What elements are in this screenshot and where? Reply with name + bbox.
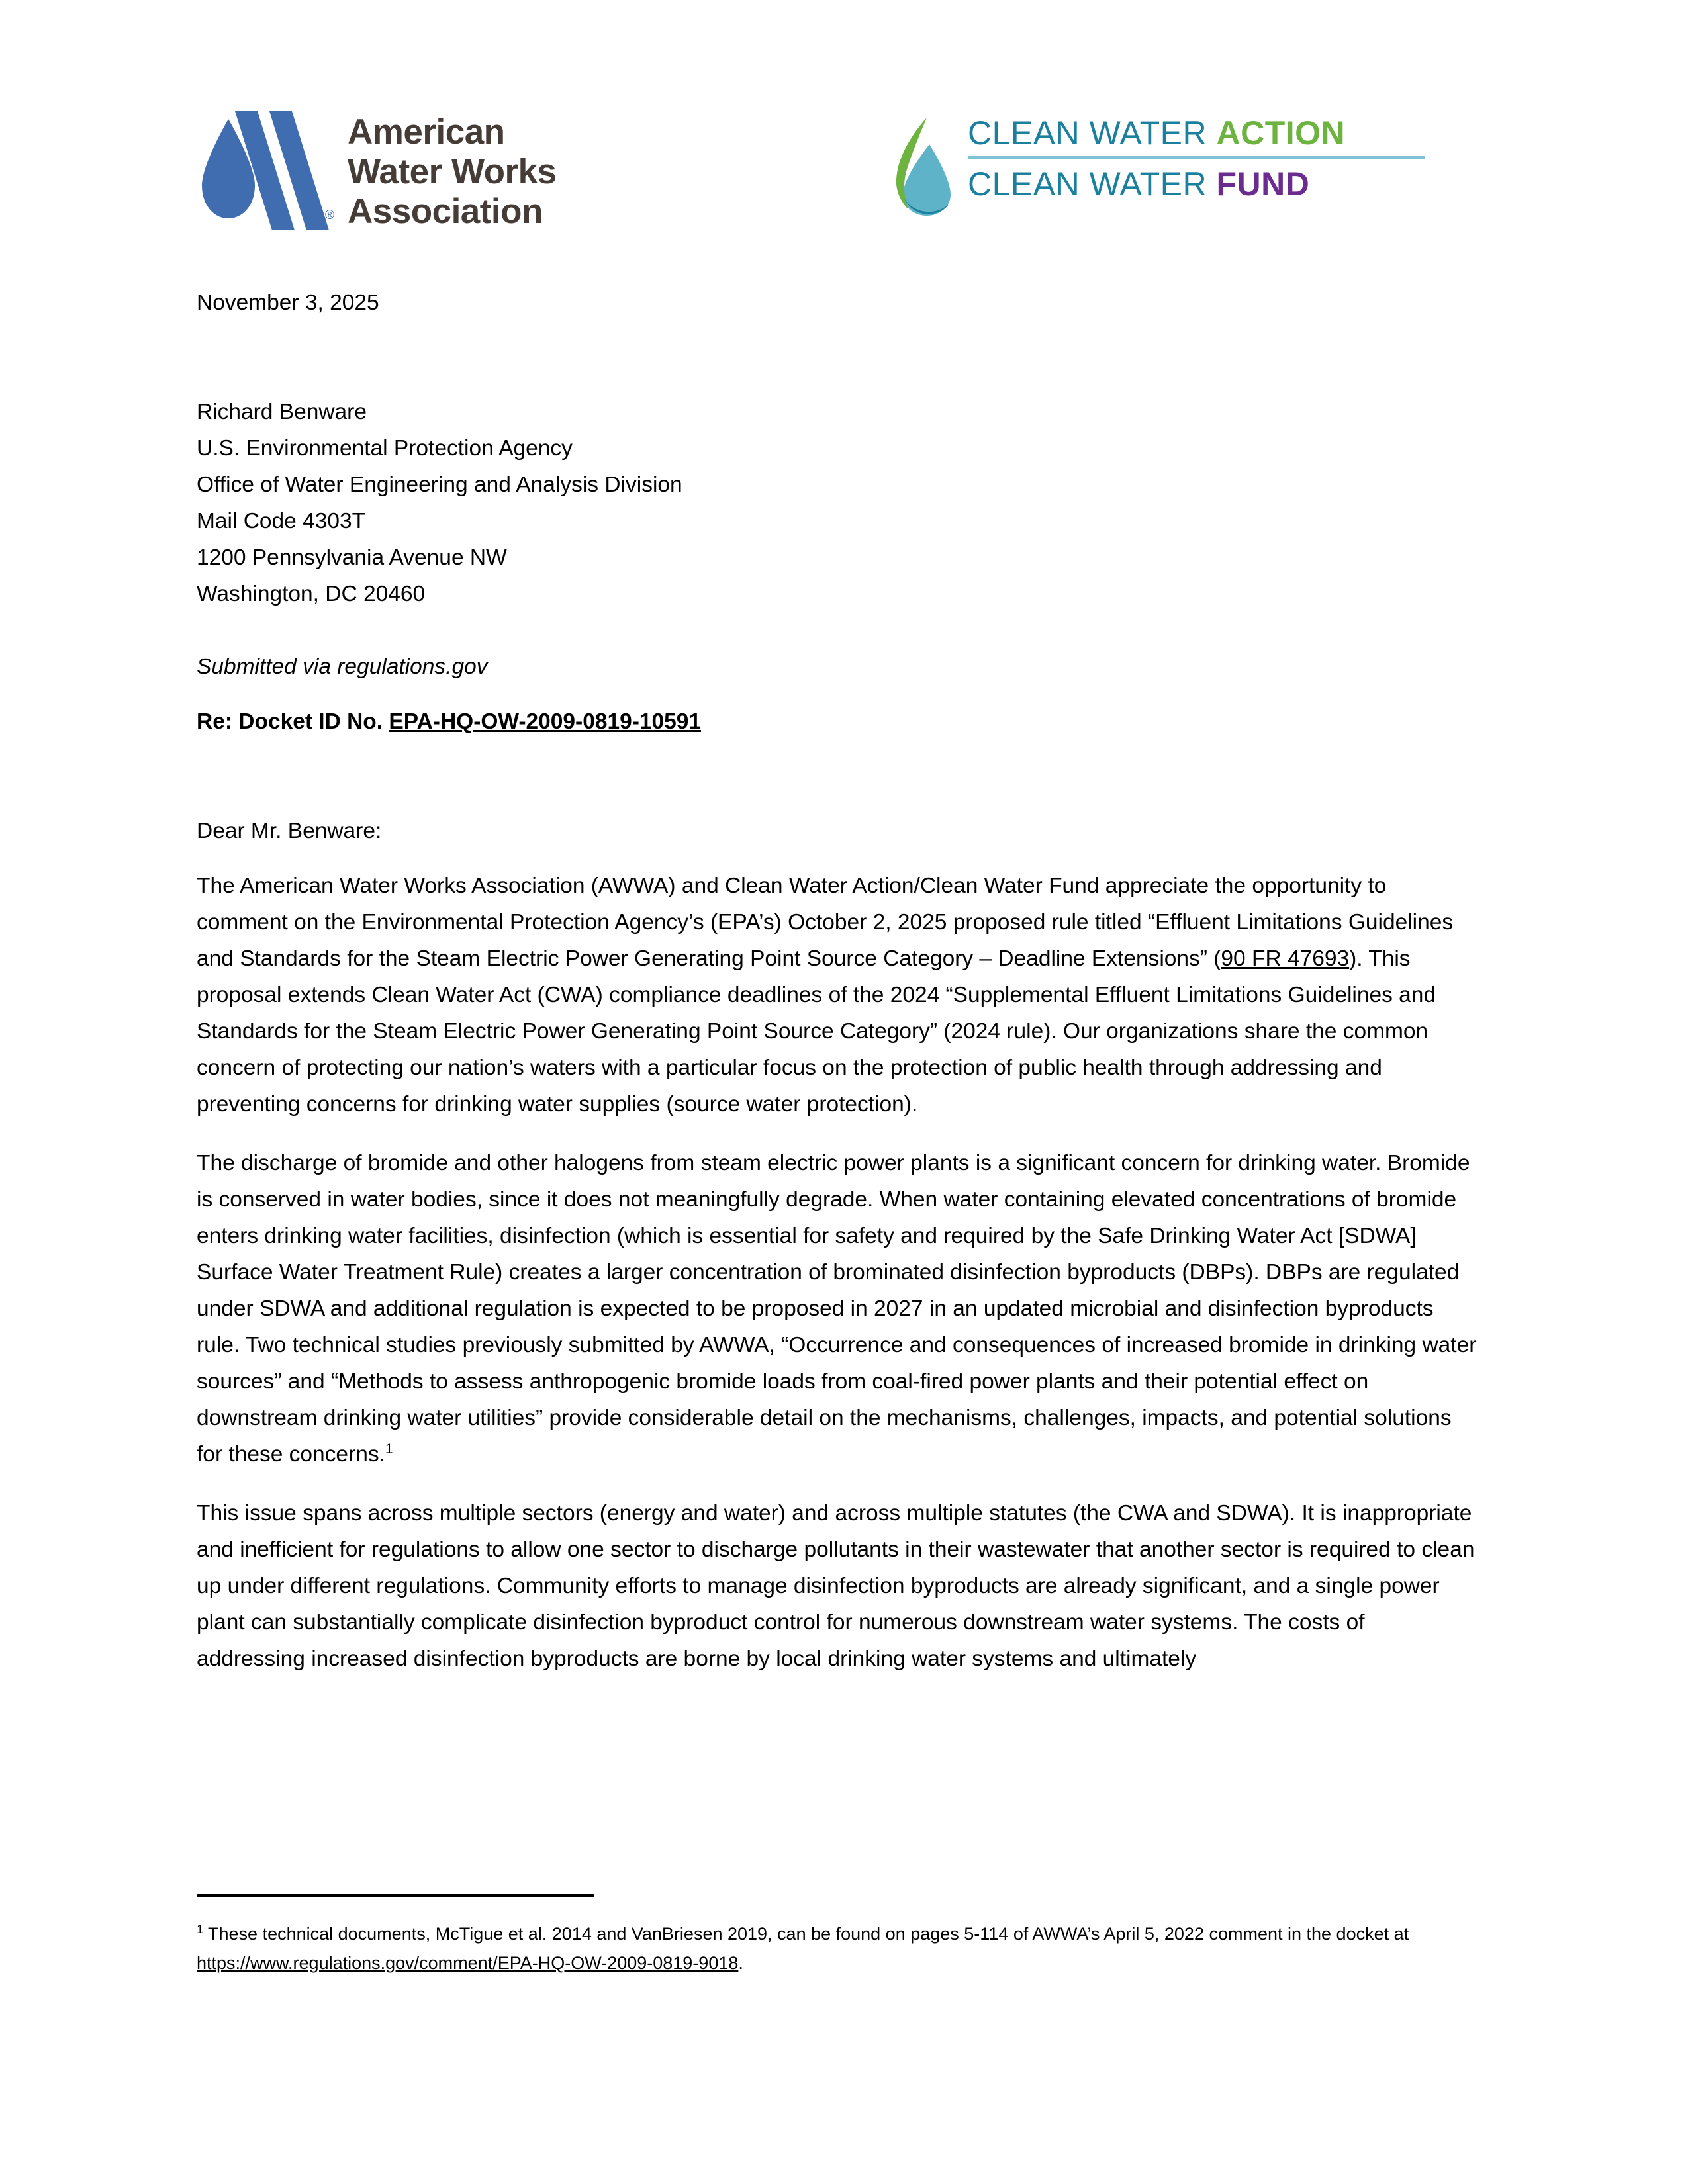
awwa-wordmark (348, 113, 606, 232)
recipient-city-state-zip: Washington, DC 20460 (197, 582, 426, 606)
letter-body (197, 285, 1477, 1700)
paragraph-text-run: ). This proposal extends Clean Water Act (CWA) compliance deadlines of the 2024 “Supplemental Effluent Limitations Guidelines and Standards for the Steam Electric Power Generating Point Source Category” (2024 rule). Our organizations share the common concern of protecting our nation’s waters with a particular focus on the protection of public health through addressing and preventing concerns for drinking water supplies (source water protection). (197, 946, 1436, 1116)
footnote-1 (197, 1919, 1481, 1978)
federal-register-citation-link[interactable]: 90 FR 47693 (1221, 946, 1350, 971)
clean-water-action-line (968, 111, 1425, 155)
clean-water-action-fund-logo (888, 111, 1431, 224)
recipient-mail-code: Mail Code 4303T (197, 509, 366, 533)
paragraph-text-run: This issue spans across multiple sectors (energy and water) and across multiple statutes (the CWA and SDWA). It is inappropriate and inefficient for regulations to allow one sector to discharge pollutants in their wastewater that another sector is required to clean up under different regulations. Community efforts to manage disinfection byproducts are already significant, and a single power plant can substantially complicate disinfection byproduct control for numerous downstream water systems. The costs of addressing increased disinfection byproducts are borne by local drinking water systems and ultimately (197, 1501, 1475, 1671)
footnote-text-before-link: These technical documents, McTigue et al. 2014 and VanBriesen 2019, can be found on pages 5-114 of AWWA’s April 5, 2022 comment in the docket at (203, 1924, 1409, 1944)
awwa-logo (197, 106, 607, 238)
footnote-text-after-link: . (738, 1953, 743, 1973)
docket-reference-label: Re: Docket ID No. (197, 709, 389, 734)
awwa-wordmark-line-2: Water Works (348, 152, 557, 191)
spacer (197, 849, 1477, 868)
recipient-agency: U.S. Environmental Protection Agency (197, 436, 573, 461)
awwa-wordmark-line-3: Association (348, 192, 543, 231)
body-paragraph (197, 1495, 1477, 1677)
awwa-water-drop-bars-icon (197, 111, 336, 230)
footnote-area (197, 1894, 1481, 1978)
clean-water-drop-leaf-icon (888, 116, 961, 216)
clean-water-fund-accent: FUND (1216, 165, 1310, 203)
footnote-separator (197, 1894, 594, 1897)
body-paragraph (197, 1145, 1477, 1473)
paragraph-text-run: The American Water Works Association (AWWA) and Clean Water Action/Clean Water Fund appreciate the opportunity to comment on the Environmental Protection Agency’s (EPA’s) October 2, 2025 proposed rule titled “Effluent Limitations Guidelines and Standards for the Steam Electric Power Generating Point Source Category – Deadline Extensions” ( (197, 874, 1454, 971)
spacer (197, 740, 1477, 813)
recipient-name: Richard Benware (197, 400, 367, 424)
letterhead (197, 99, 1481, 242)
clean-water-fund-line (968, 162, 1425, 206)
recipient-division: Office of Water Engineering and Analysis Division (197, 473, 682, 497)
paragraph-text-run: The discharge of bromide and other halogens from steam electric power plants is a significant concern for drinking water. Bromide is conserved in water bodies, since it does not meaningfully degrade. When water containing elevated concentrations of bromide enters drinking water facilities, disinfection (which is essential for safety and required by the Safe Drinking Water Act [SDWA] Surface Water Treatment Rule) creates a larger concentration of brominated disinfection byproducts (DBPs). DBPs are regulated under SDWA and additional regulation is expected to be proposed in 2027 in an updated microbial and disinfection byproducts rule. Two technical studies previously submitted by AWWA, “Occurrence and consequences of increased bromide in drinking water sources” and “Methods to assess anthropogenic bromide loads from coal-fired power plants and their potential effect on downstream drinking water utilities” provide considerable detail on the mechanisms, challenges, impacts, and potential solutions for these concerns. (197, 1151, 1477, 1467)
paragraph-container (197, 868, 1477, 1677)
body-paragraph (197, 868, 1477, 1122)
footnote-reference-marker[interactable]: 1 (385, 1441, 393, 1457)
awwa-registered-mark: ® (325, 208, 334, 222)
docket-id-link[interactable]: EPA-HQ-OW-2009-0819-10591 (389, 709, 702, 734)
salutation: Dear Mr. Benware: (197, 819, 382, 843)
footnote-docket-url-link[interactable]: https://www.regulations.gov/comment/EPA-HQ-OW-2009-0819-9018 (197, 1953, 739, 1973)
submitted-via-note: Submitted via regulations.gov (197, 655, 488, 679)
awwa-wordmark-line-1: American (348, 113, 505, 152)
spacer (197, 321, 1477, 394)
spacer (197, 612, 1477, 649)
clean-water-action-accent: ACTION (1216, 114, 1346, 152)
docket-reference-line (197, 704, 1477, 740)
clean-water-fund-prefix: CLEAN WATER (968, 165, 1217, 203)
clean-water-wordmark (968, 111, 1425, 206)
recipient-street: 1200 Pennsylvania Avenue NW (197, 545, 507, 570)
clean-water-divider (968, 156, 1425, 159)
spacer (197, 685, 1477, 704)
letter-date: November 3, 2025 (197, 291, 379, 315)
footnote-marker: 1 (197, 1923, 204, 1936)
clean-water-action-prefix: CLEAN WATER (968, 114, 1217, 152)
